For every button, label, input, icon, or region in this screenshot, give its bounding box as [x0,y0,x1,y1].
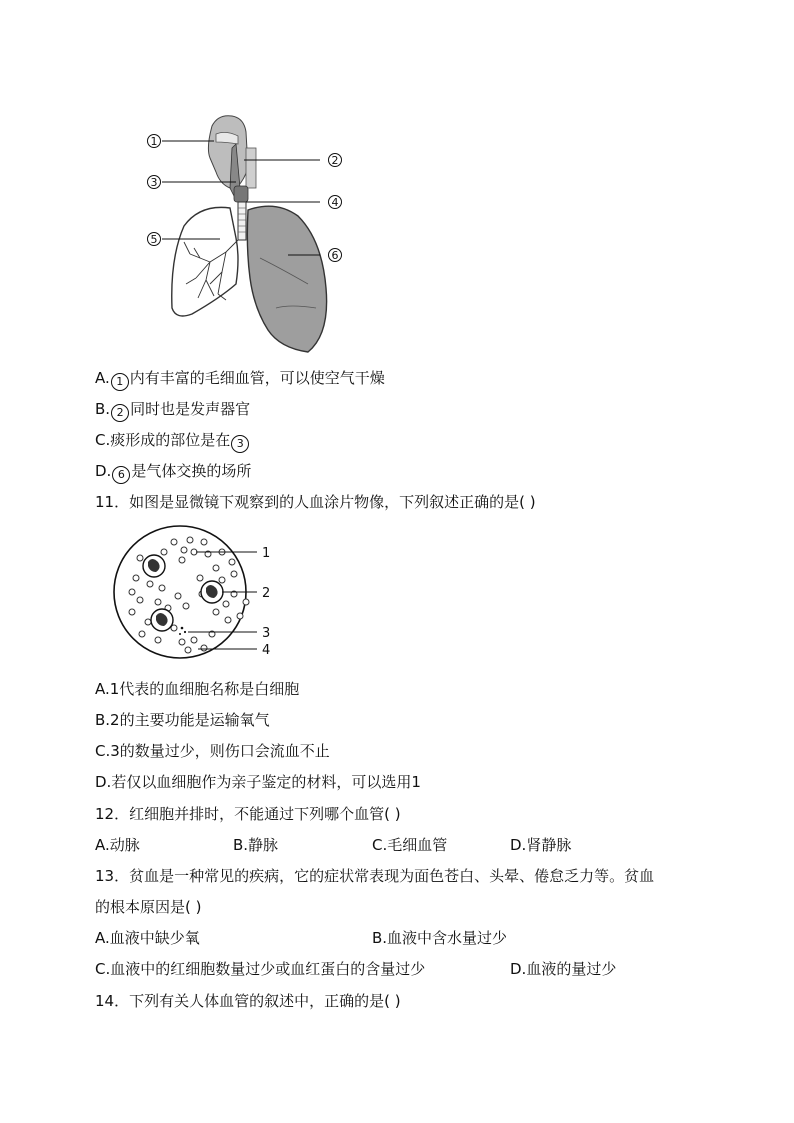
q10-option-c-marker: 3 [231,435,249,453]
q10-option-b-marker: 2 [111,404,129,422]
q10-option-a[interactable] [95,368,385,391]
head-outline [208,116,248,188]
q11-option-a[interactable]: A.1代表的血细胞名称是白细胞 [95,680,300,698]
svg-text:1: 1 [150,135,158,148]
q10-option-c-text: 痰形成的部位是在 [110,431,231,449]
q12-option-a[interactable]: A.动脉 [95,836,140,854]
smear-label-4: 4 [262,643,271,658]
q11-stem: 11．如图是显微镜下观察到的人血涂片物像，下列叙述正确的是( ) [95,493,536,511]
q10-option-c[interactable] [95,430,250,453]
spine [246,148,256,188]
q12-stem: 12．红细胞并排时，不能通过下列哪个血管( ) [95,805,401,823]
q12-option-d[interactable]: D.肾静脉 [510,836,572,854]
q10-option-b[interactable] [95,399,250,422]
q10-option-a-text: 内有丰富的毛细血管，可以使空气干燥 [129,369,385,387]
q13-stem-line2: 的根本原因是( ) [95,898,202,916]
q13-option-c[interactable]: C.血液中的红细胞数量过少或血红蛋白的含量过少 [95,960,426,978]
svg-text:2: 2 [331,154,339,167]
q10-option-d-marker: 6 [112,466,130,484]
q10-option-a-prefix: A. [95,369,110,387]
left-lung [172,207,238,316]
q10-option-b-prefix: B. [95,400,111,418]
q13-stem-line1: 13．贫血是一种常见的疾病，它的症状常表现为面色苍白、头晕、倦怠乏力等。贫血 [95,867,655,885]
svg-text:4: 4 [331,196,339,209]
q13-option-a[interactable]: A.血液中缺少氧 [95,929,200,947]
svg-text:5: 5 [150,233,158,246]
q12-option-c[interactable]: C.毛细血管 [372,836,448,854]
svg-text:6: 6 [331,249,339,262]
q13-option-d[interactable]: D.血液的量过少 [510,960,617,978]
q11-option-c[interactable]: C.3的数量过少，则伤口会流血不止 [95,742,330,760]
q12-option-b[interactable]: B.静脉 [233,836,279,854]
svg-text:3: 3 [150,176,158,189]
q11-option-b[interactable]: B.2的主要功能是运输氧气 [95,711,270,729]
q10-option-c-prefix: C. [95,431,111,449]
q10-option-d[interactable] [95,461,251,484]
q14-stem: 14．下列有关人体血管的叙述中，正确的是( ) [95,992,401,1010]
right-lung [247,206,326,352]
smear-label-3: 3 [262,626,271,641]
blood-smear-figure [112,522,287,664]
nasal-cavity [216,132,238,144]
respiratory-system-figure [140,108,360,358]
q11-option-d[interactable]: D.若仅以血细胞作为亲子鉴定的材料，可以选用1 [95,773,421,791]
q13-option-b[interactable]: B.血液中含水量过少 [372,929,508,947]
larynx [234,186,248,202]
q10-option-d-text: 是气体交换的场所 [131,462,252,480]
q10-option-d-prefix: D. [95,462,112,480]
smear-label-1: 1 [262,546,271,561]
smear-label-2: 2 [262,586,271,601]
q10-option-a-marker: 1 [111,373,129,391]
q10-option-b-text: 同时也是发声器官 [130,400,251,418]
